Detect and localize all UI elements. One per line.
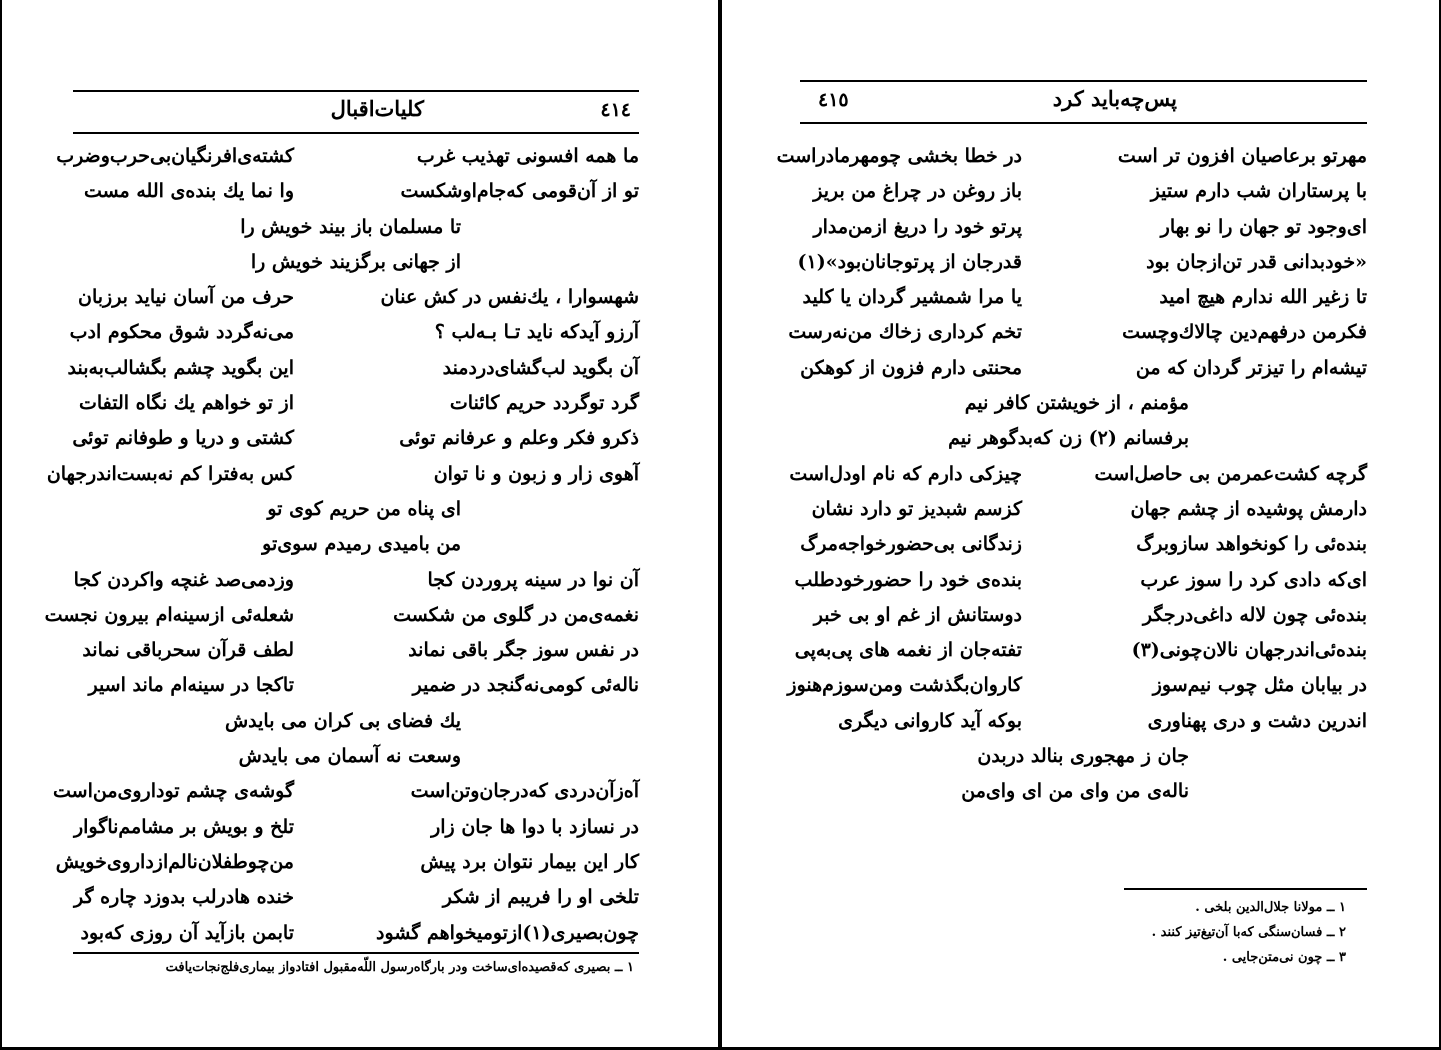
verse-line [800, 210, 1367, 245]
hemistich-first: بنده‌ئی را کونخواهد سازوبرگ [1136, 533, 1367, 556]
verse-line [776, 139, 1367, 174]
verse-line [53, 774, 639, 809]
verse-center [73, 210, 639, 245]
verse-center [73, 245, 639, 280]
hemistich-first: تیشه‌ام را تیزتر گردان که من [1135, 356, 1367, 379]
hemistich-second: محنتی دارم فزون از کوهکن [800, 356, 1022, 379]
hemistich-second: بوکه آید کاروانی دیگری [838, 709, 1022, 732]
hemistich-second: قدرجان از پرتوجانان‌بود»(۱) [797, 250, 1022, 273]
verse-line [800, 527, 1367, 562]
verse-line [44, 598, 639, 633]
hemistich-first: ذکرو فکر وعلم و عرفانم توئی [399, 427, 639, 450]
verse-line [73, 174, 639, 209]
hemistich-second: چیزکی دارم که نام اودل‌است [789, 462, 1022, 485]
hemistich-second: تلخ و بویش بر مشامم‌ناگوار [74, 815, 294, 838]
footnote: ۱ ــ بصیری که‌قصیده‌ای‌ساخت ودر بارگاه‌رسول اللّه‌مقبول افتادواز بیماری‌فلج‌نجات‌یافت [165, 960, 634, 975]
verse-line [73, 880, 639, 915]
footnote: ۱ ــ مولانا جلال‌الدین بلخی . [1195, 900, 1346, 915]
hemistich-first: فکرمن درفهم‌دین چالاك‌وچست [1122, 321, 1367, 344]
hemistich-first: «خودبدانی قدر تن‌ازجان بود [1146, 250, 1367, 273]
verse-line [73, 386, 639, 421]
hemistich-second: در خطا بخشی چومهرمادراست [776, 145, 1022, 167]
hemistich-first: در نفس سوز جگر باقی نماند [408, 639, 639, 662]
header-rule-top [800, 80, 1367, 82]
verse-center-text: مؤمنم ، از خویشتن کافر نیم [964, 392, 1189, 415]
verse-center [73, 527, 639, 562]
left-verses [44, 139, 639, 951]
hemistich-second: یا مرا شمشیر گردان یا کلید [802, 286, 1022, 309]
verse-line [73, 563, 639, 598]
hemistich-second: وزدمی‌صد غنچه واکردن کجا [73, 568, 294, 591]
hemistich-first: مهرتو برعاصیان افزون تر است [1117, 145, 1367, 167]
verse-line [55, 845, 639, 880]
verse-line [73, 421, 639, 456]
verse-line [73, 916, 639, 951]
hemistich-first: بنده‌ئی چون لاله داغی‌درجگر [1142, 603, 1367, 626]
page-title: پس‌چه‌باید کرد [1052, 86, 1177, 111]
verse-center-text: یك فضای بی کران می بایدش [224, 709, 461, 732]
hemistich-first: گرد توگردد حریم کائنات [449, 392, 639, 415]
verse-line [797, 245, 1367, 280]
right-page [722, 0, 1441, 1050]
right-page-header [800, 80, 1367, 124]
hemistich-second: پرتو خود را دریغ ازمن‌مدار [813, 215, 1022, 238]
hemistich-second: تاکجا در سینه‌ام ماند اسیر [88, 674, 294, 697]
verse-line [73, 668, 639, 703]
verse-line [787, 668, 1367, 703]
verse-line [800, 351, 1367, 386]
hemistich-second: تابمن بازآید آن روزی که‌بود [80, 921, 294, 944]
page-title: کلیات‌اقبال [330, 96, 424, 121]
hemistich-second: شعله‌ئی ازسینه‌ام بیرون نجست [44, 603, 294, 626]
hemistich-second: باز روغن در چراغ من بریز [813, 180, 1022, 203]
hemistich-first: ما همه افسونی تهذیب غرب [416, 145, 639, 167]
verse-center-text: من بامیدی رمیدم سوی‌تو [262, 533, 461, 556]
verse-center-text: جان ز مهجوری بنالد دربدن [977, 745, 1189, 768]
verse-line [800, 174, 1367, 209]
footnote: ۳ ــ چون نی‌متن‌جایی . [1222, 950, 1346, 965]
hemistich-second: کزسم شبدیز تو دارد نشان [811, 497, 1022, 520]
hemistich-second: زندگانی بی‌حضورخواجه‌مرگ [800, 533, 1022, 556]
hemistich-first: اندرین دشت و دری پهناوری [1147, 709, 1367, 732]
footnote-rule [73, 952, 639, 954]
hemistich-first: تا زغیر الله ندارم هیچ امید [1159, 286, 1367, 309]
hemistich-first: در نسازد با دوا ها جان زار [431, 815, 639, 838]
hemistich-first: چون‌بصیری(۱)ازتومیخواهم گشود [376, 921, 639, 944]
hemistich-first: در بیابان مثل چوب نیم‌سوز [1152, 674, 1367, 697]
hemistich-first: تو از آن‌قومی که‌جام‌اوشکست [400, 180, 639, 203]
page-number: ٤١٤ [600, 99, 631, 121]
hemistich-first: آرزو آیدکه ناید تـا بـه‌لب ؟ [434, 321, 639, 344]
hemistich-second: لطف قرآن سحرباقی نماند [82, 639, 294, 662]
hemistich-second: تفته‌جان از نغمه های پی‌به‌پی [794, 639, 1022, 662]
hemistich-first: شهسوارا ، یك‌نفس در کش عنان [380, 286, 639, 309]
verse-center [73, 739, 639, 774]
left-page-header [73, 90, 639, 134]
left-page [0, 0, 718, 1050]
verse-line [69, 315, 639, 350]
footnote-rule [1124, 888, 1367, 890]
verse-center [800, 739, 1367, 774]
verse-line [73, 280, 639, 315]
hemistich-second: بنده‌ی خود را حضورخودطلب [794, 568, 1022, 591]
hemistich-first: آهوی زار و زبون و نا توان [433, 462, 639, 485]
footnote: ۲ ــ فسان‌سنگی که‌با آن‌تیغ‌تیز کنند . [1151, 925, 1346, 940]
hemistich-second: من‌چوطفلان‌نالم‌ازداروی‌خویش [55, 850, 294, 873]
hemistich-first: با پرستاران شب دارم ستیز [1150, 180, 1367, 203]
verse-line [800, 598, 1367, 633]
verse-line [800, 280, 1367, 315]
hemistich-second: وا نما یك بنده‌ی الله مست [83, 180, 294, 203]
hemistich-second: دوستانش از غم او بی خبر [813, 603, 1022, 626]
verse-center [800, 774, 1367, 809]
verse-line [73, 633, 639, 668]
hemistich-first: ای‌وجود تو جهان را نو بهار [1160, 215, 1367, 238]
verse-line [789, 457, 1367, 492]
hemistich-second: حرف من آسان نیاید برزبان [77, 286, 294, 309]
verse-center-text: برفسانم (۲) زن که‌بدگوهر نیم [948, 427, 1189, 450]
verse-line [794, 563, 1367, 598]
hemistich-first: کار این بیمار نتوان برد پیش [420, 850, 639, 873]
hemistich-first: گرچه کشت‌عمرمن بی حاصل‌است [1094, 462, 1367, 485]
hemistich-second: تخم کرداری زخاك من‌نه‌رست [788, 321, 1022, 344]
hemistich-first: تلخی او را فریبم از شکر [442, 886, 639, 909]
hemistich-second: کاروان‌بگذشت ومن‌سوزم‌هنوز [787, 674, 1022, 697]
verse-line [46, 457, 639, 492]
hemistich-second: کشته‌ی‌افرنگیان‌بی‌حرب‌وضرب [56, 145, 294, 167]
verse-center-text: وسعت نه آسمان می بایدش [238, 745, 461, 768]
verse-line [73, 810, 639, 845]
right-verses [776, 139, 1367, 810]
hemistich-second: کس به‌فترا کم نه‌بست‌اندرجهان [46, 462, 294, 485]
hemistich-first: نغمه‌ی‌من در گلوی من شکست [393, 603, 639, 626]
hemistich-first: ناله‌ئی کومی‌نه‌گنجد در ضمیر [412, 674, 639, 697]
hemistich-first: دارمش پوشیده از چشم جهان [1130, 497, 1367, 520]
hemistich-first: آن بگوید لب‌گشای‌دردمند [442, 356, 639, 379]
hemistich-second: می‌نه‌گردد شوق محکوم ادب [69, 321, 294, 344]
verse-line [788, 315, 1367, 350]
verse-center [800, 386, 1367, 421]
hemistich-second: گوشه‌ی چشم تودار‌وی‌من‌است [53, 780, 294, 803]
verse-center-text: ناله‌ی من وای من ای وای‌من [961, 780, 1189, 803]
hemistich-second: کشتی و دریا و طوفانم توئی [72, 427, 294, 450]
verse-center [73, 704, 639, 739]
verse-line [800, 704, 1367, 739]
header-rule-bottom [73, 132, 639, 134]
hemistich-first: آن نوا در سینه پروردن کجا [427, 568, 639, 591]
verse-line [794, 633, 1367, 668]
verse-center-text: از جهانی برگزیند خویش را [250, 250, 461, 273]
verse-line [67, 351, 639, 386]
verse-center-text: ای پناه من حریم کوی تو [267, 497, 461, 520]
verse-center-text: تا مسلمان باز بیند خویش را [240, 215, 461, 238]
hemistich-first: آه‌زآن‌دردی که‌درجان‌وتن‌است [410, 780, 639, 803]
hemistich-second: این بگوید چشم بگشالب‌به‌بند [67, 356, 294, 379]
hemistich-first: بنده‌ئی‌اندرجهان نالان‌چونی(۳) [1131, 639, 1367, 662]
verse-line [56, 139, 639, 174]
hemistich-second: از تو خواهم یك نگاه التفات [78, 392, 294, 415]
hemistich-first: ای‌که دادی کرد را سوز عرب [1140, 568, 1367, 591]
header-rule-top [73, 90, 639, 92]
page-number: ٤١٥ [818, 89, 849, 111]
verse-center [800, 421, 1367, 456]
verse-line [800, 492, 1367, 527]
verse-center [73, 492, 639, 527]
hemistich-second: خنده هادرلب بدوزد چاره گر [73, 886, 294, 909]
header-rule-bottom [800, 122, 1367, 124]
